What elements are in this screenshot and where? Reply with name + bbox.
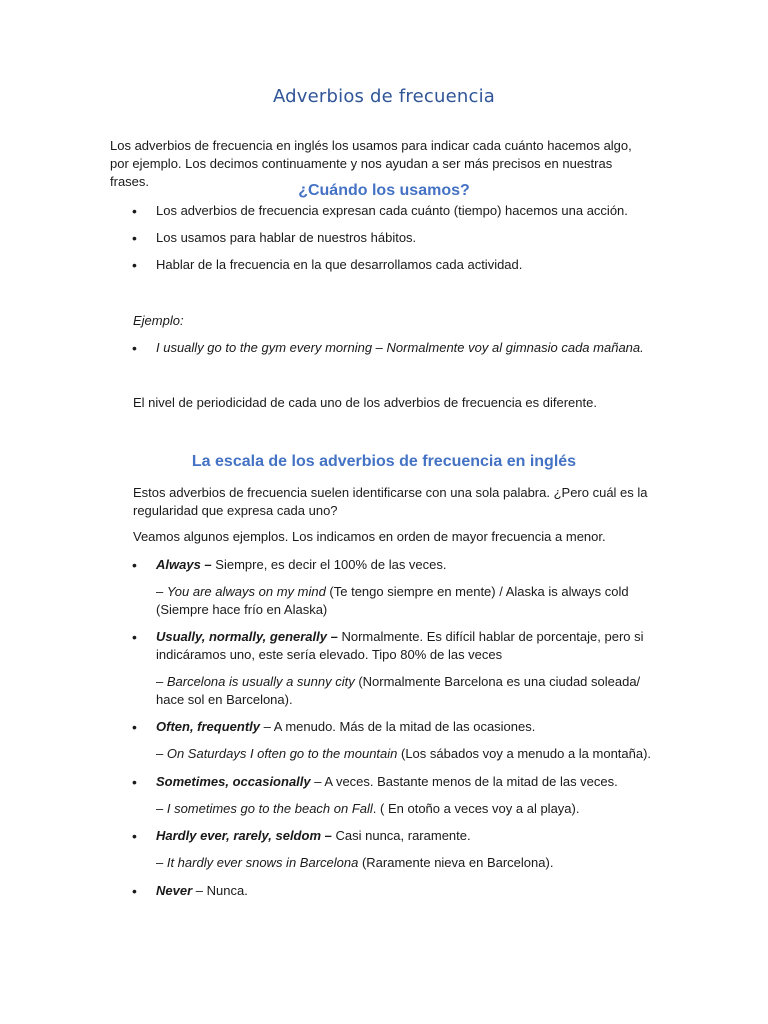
adverb-always-example: – You are always on my mind (Te tengo siempre en mente) / Alaska is always cold (Siempre hace frío en Alaska) (156, 584, 629, 617)
bullet-icon: • (132, 719, 137, 735)
adverb-hardly-ever-example: – It hardly ever snows in Barcelona (Raramente nieva en Barcelona). (156, 855, 554, 870)
bullet-icon: • (132, 557, 137, 573)
example-sentence: I usually go to the gym every morning – Normalmente voy al gimnasio cada mañana. (156, 340, 644, 355)
example-label: Ejemplo: (133, 313, 184, 328)
list-item (132, 339, 672, 357)
adverb-usually-example: – Barcelona is usually a sunny city (Normalmente Barcelona es una ciudad soleada/ hace sol en Barcelona). (156, 674, 641, 707)
adverb-never (132, 882, 672, 900)
list-item: • Always – Siempre, es decir el 100% de las veces. (132, 557, 447, 573)
document-title: Adverbios de frecuencia (272, 86, 496, 107)
bullet-icon: • (132, 883, 137, 899)
intro-paragraph: Los adverbios de frecuencia en inglés los usamos para indicar cada cuánto hacemos algo, por ejemplo. Los decimos continuamente y nos ayudan a ser más precisos en nuestras frases. (110, 138, 632, 189)
list-item: • Hardly ever, rarely, seldom – Casi nunca, raramente. (132, 828, 471, 844)
adverb-sometimes (132, 773, 672, 791)
list-item: • Los adverbios de frecuencia expresan cada cuánto (tiempo) hacemos una acción. (132, 203, 628, 219)
adverb-hardly-ever (132, 827, 672, 845)
bullet-icon: • (132, 203, 137, 219)
bullet-icon: • (132, 774, 137, 790)
list-item: • Never – Nunca. (132, 883, 248, 899)
bullet-icon: • (132, 828, 137, 844)
bullet-icon: • (132, 629, 137, 645)
list-item: • Often, frequently – A menudo. Más de la mitad de las ocasiones. (132, 719, 536, 735)
bullet-icon: • (132, 257, 137, 273)
bullet-icon: • (132, 340, 137, 356)
scale-order-note: Veamos algunos ejemplos. Los indicamos en orden de mayor frecuencia a menor. (133, 529, 606, 544)
section-heading-when: ¿Cuándo los usamos? (298, 182, 470, 199)
adverb-often (132, 718, 672, 736)
list-item: • Usually, normally, generally – Normalmente. Es difícil hablar de porcentaje, pero si indicáramos uno, este sería elevado. Tipo 80% de las veces (132, 629, 644, 662)
usage-list (132, 202, 672, 274)
bullet-icon: • (132, 230, 137, 246)
section-heading-scale: La escala de los adverbios de frecuencia en inglés (191, 453, 577, 470)
list-item: • Los usamos para hablar de nuestros hábitos. (132, 230, 417, 246)
adverb-sometimes-example: – I sometimes go to the beach on Fall. ( En otoño a veces voy a al playa). (156, 801, 580, 816)
adverb-always (132, 556, 672, 574)
periodicity-note: El nivel de periodicidad de cada uno de los adverbios de frecuencia es diferente. (133, 395, 597, 410)
scale-intro: Estos adverbios de frecuencia suelen identificarse con una sola palabra. ¿Pero cuál es la regularidad que expresa cada uno? (133, 485, 648, 518)
list-item: • Hablar de la frecuencia en la que desarrollamos cada actividad. (132, 257, 523, 273)
adverb-usually (132, 628, 662, 664)
example-list (132, 339, 672, 357)
list-item: • Sometimes, occasionally – A veces. Bastante menos de la mitad de las veces. (132, 774, 618, 790)
adverb-often-example: – On Saturdays I often go to the mountain (Los sábados voy a menudo a la montaña). (156, 746, 652, 761)
